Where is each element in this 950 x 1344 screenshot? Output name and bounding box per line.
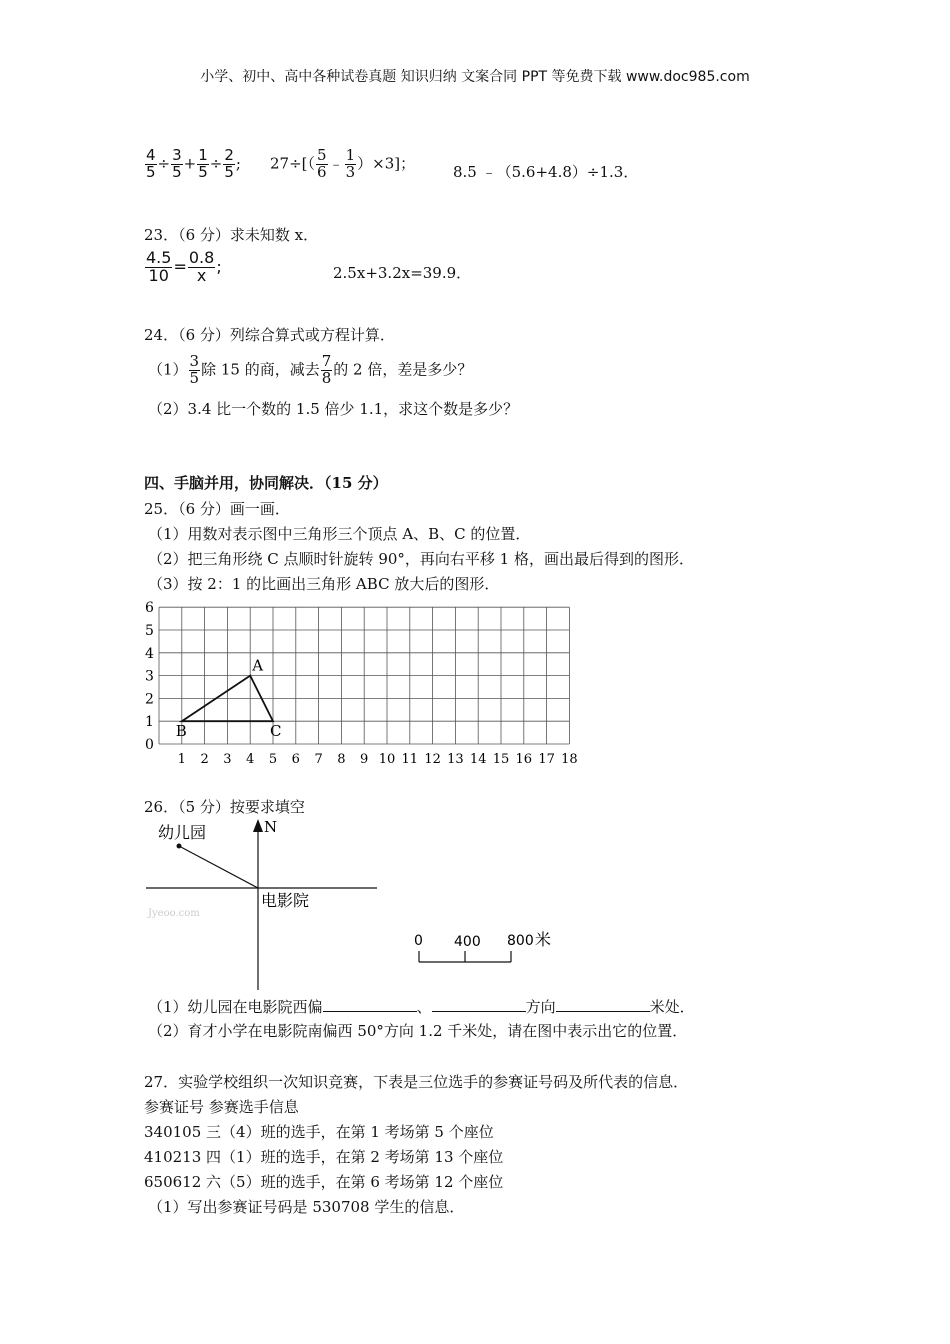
watermark-text: Jyeoo.com (148, 908, 200, 919)
coordinate-grid (140, 596, 590, 771)
x-tick-label: 6 (291, 752, 300, 767)
q27-title: 27．实验学校组织一次知识竞赛，下表是三位选手的参赛证号码及所代表的信息． (144, 1073, 689, 1091)
x-tick-label: 17 (538, 752, 555, 767)
scale-400: 400 (454, 934, 481, 950)
calc-expr-3: 8.5 ﹣（5.6+4.8）÷1.3． (453, 163, 639, 181)
north-label: N (264, 818, 278, 836)
q25-title: 25．（6 分）画一画． (144, 500, 290, 518)
q25-part2: （2）把三角形绕 C 点顺时针旋转 90°，再向右平移 1 格，画出最后得到的图形． (148, 550, 694, 568)
y-tick-label: 6 (145, 600, 154, 617)
x-tick-label: 5 (268, 752, 278, 767)
x-tick-label: 18 (561, 752, 578, 767)
answer-blank-1[interactable] (323, 997, 417, 1012)
section-4-heading: 四、手脑并用，协同解决．（15 分） (144, 474, 388, 492)
vertex-label-c: C (270, 722, 282, 741)
x-tick-label: 16 (515, 752, 533, 767)
x-tick-label: 11 (401, 752, 419, 767)
vertex-label-a: A (252, 656, 264, 675)
q25-part3: （3）按 2：1 的比画出三角形 ABC 放大后的图形． (148, 575, 500, 593)
cinema-label: 电影院 (261, 891, 310, 910)
x-tick-label: 12 (424, 752, 441, 767)
x-tick-label: 15 (492, 752, 510, 767)
x-tick-label: 13 (447, 752, 464, 767)
x-tick-label: 2 (200, 752, 209, 767)
x-tick-label: 8 (337, 752, 346, 767)
x-tick-label: 10 (378, 752, 396, 767)
vertex-label-b: B (175, 722, 187, 741)
x-tick-label: 14 (469, 752, 487, 767)
q23-title: 23．（6 分）求未知数 x． (144, 226, 319, 244)
x-tick-label: 1 (177, 752, 186, 767)
calc-expr-2: 27÷[（ $\frac{5}{6}$ ﹣ $\frac{1}{3}$ ）×3]； (270, 146, 416, 181)
q26-part1: （1）幼儿园在电影院西偏 、 方向 米处． (148, 998, 695, 1016)
q27-row-1: 340105 三（4）班的选手，在第 1 考场第 5 个座位 (144, 1123, 494, 1141)
q24-title: 24．（6 分）列综合算式或方程计算． (144, 326, 395, 344)
q27-table-header: 参赛证号 参赛选手信息 (144, 1098, 299, 1116)
q24-part1: （1） $\frac{3}{5}$ 除 15 的商，减去 $\frac{7}{8}$ 的 2 倍，差是多少？ (148, 352, 473, 387)
q25-part1: （1）用数对表示图中三角形三个顶点 A、B、C 的位置． (148, 525, 531, 543)
q26-title: 26．（5 分）按要求填空 (144, 798, 305, 816)
y-tick-label: 1 (145, 714, 154, 731)
q27-row-3: 650612 六（5）班的选手，在第 6 考场第 12 个座位 (144, 1173, 504, 1191)
y-tick-label: 0 (145, 737, 154, 753)
q23-eq1: $\frac{4.5}{10}$ = $\frac{0.8}{x}$ ; (146, 248, 222, 285)
q27-row-2: 410213 四（1）班的选手，在第 2 考场第 13 个座位 (144, 1148, 504, 1166)
x-tick-label: 4 (246, 752, 255, 767)
page-header: 小学、初中、高中各种试卷真题 知识归纳 文案合同 PPT 等免费下载 www.doc985.com (200, 69, 750, 85)
north-arrow-icon (253, 819, 263, 832)
scale-0: 0 (414, 933, 423, 949)
y-tick-label: 4 (145, 645, 154, 662)
q24-part2: （2）3.4 比一个数的 1.5 倍少 1.1，求这个数是多少？ (148, 400, 519, 418)
q23-eq2: 2.5x+3.2x=39.9． (333, 264, 472, 282)
x-tick-label: 7 (314, 752, 323, 767)
answer-blank-2[interactable] (432, 997, 526, 1012)
x-tick-label: 3 (223, 752, 232, 767)
answer-blank-3[interactable] (556, 997, 650, 1012)
kindergarten-line (179, 846, 258, 888)
direction-diagram (140, 815, 560, 995)
y-tick-label: 2 (145, 691, 154, 708)
y-tick-label: 3 (145, 668, 154, 685)
x-tick-label: 9 (360, 752, 369, 767)
calc-expr-1: $\frac{4}{5}$ ÷ $\frac{3}{5}$ + $\frac{1}{5}$ ÷ $\frac{2}{5}$ ; (146, 146, 241, 181)
scale-800: 800 (507, 933, 534, 949)
q26-part2: （2）育才小学在电影院南偏西 50°方向 1.2 千米处，请在图中表示出它的位置． (148, 1022, 688, 1040)
scale-unit: 米 (535, 930, 552, 949)
q27-part1: （1）写出参赛证号码是 530708 学生的信息． (148, 1198, 465, 1216)
y-tick-label: 5 (145, 623, 154, 639)
kindergarten-label: 幼儿园 (158, 823, 207, 842)
